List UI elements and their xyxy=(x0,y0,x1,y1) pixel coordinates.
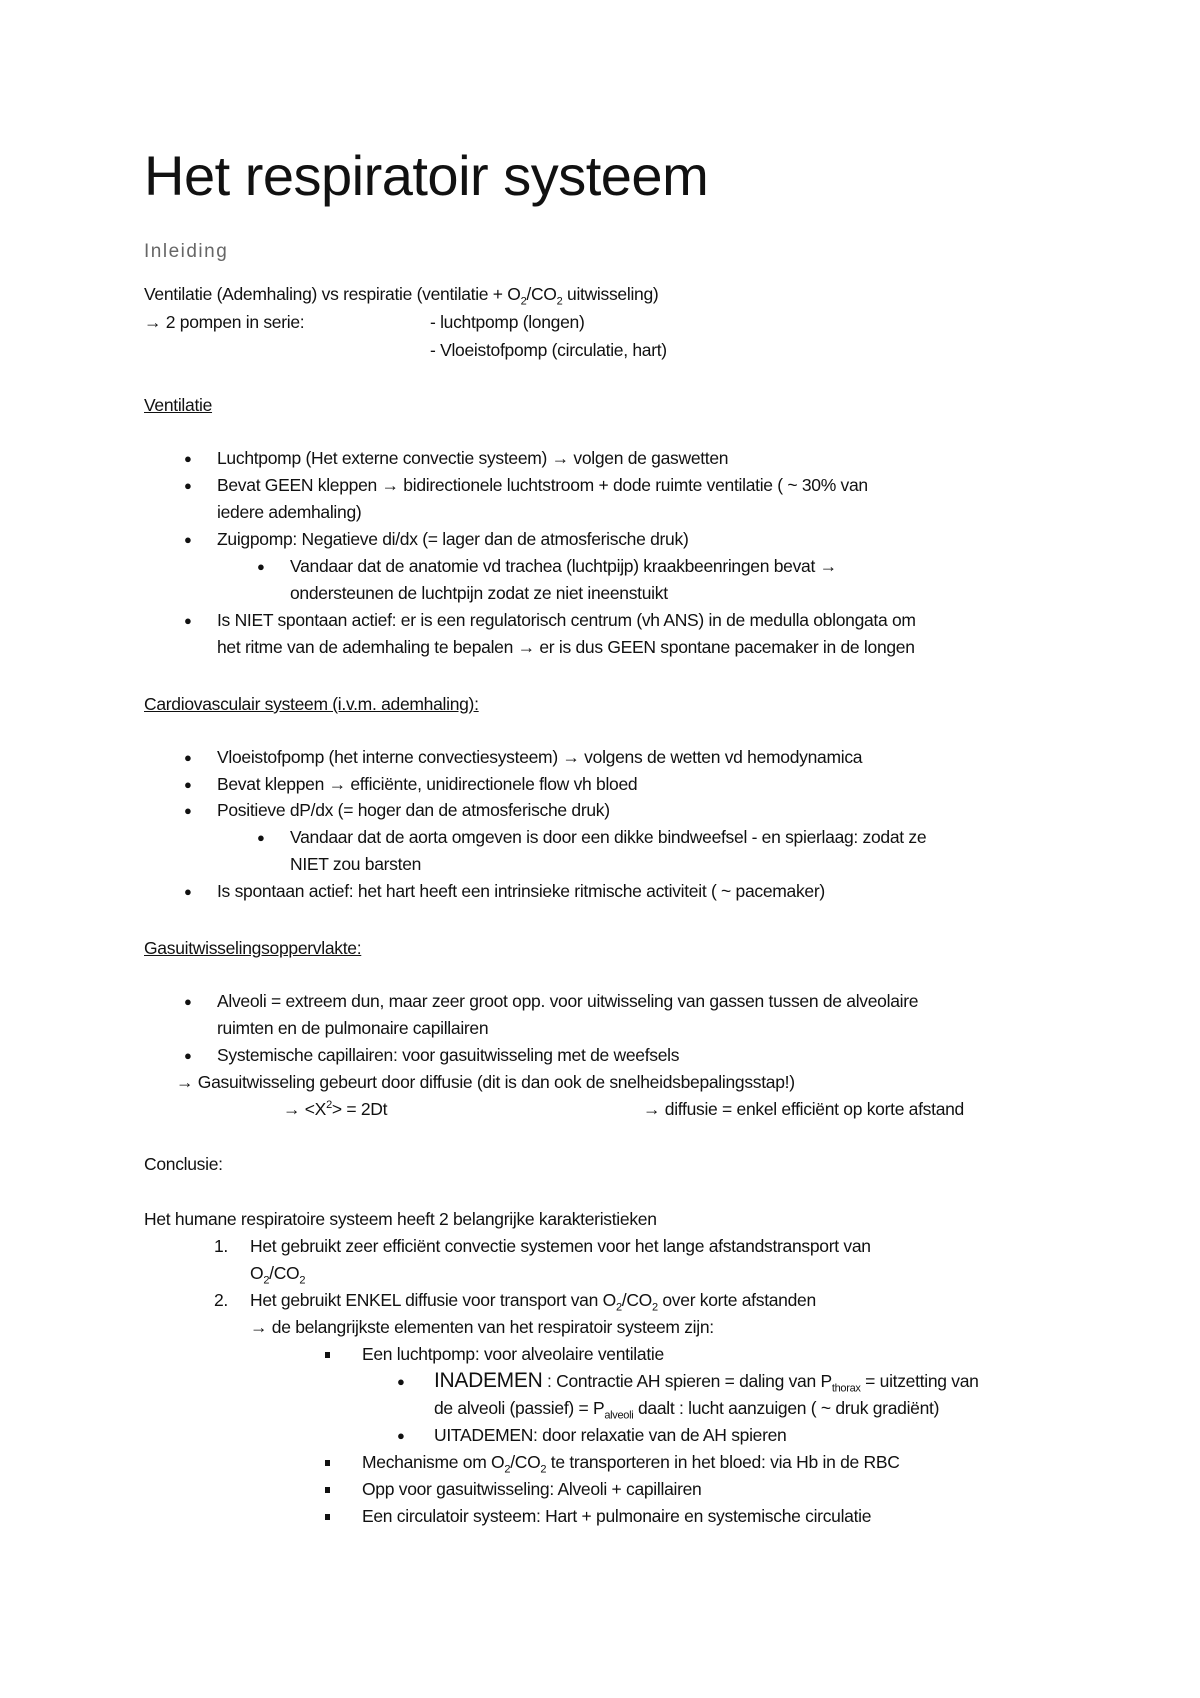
list-item-cont xyxy=(250,1263,305,1287)
formula xyxy=(283,1099,387,1120)
list-item: Luchtpomp (Het externe convectie systeem) → volgen de gaswetten xyxy=(217,448,729,468)
pump-item: - luchtpomp (longen) xyxy=(430,312,585,332)
text: over korte afstanden xyxy=(657,1290,816,1310)
subscript: 2 xyxy=(540,1463,547,1476)
list-item: Zuigpomp: Negatieve di/dx (= lager dan de atmosferische druk) xyxy=(217,529,689,549)
text: INADEMEN xyxy=(434,1369,543,1392)
bullet-icon: ● xyxy=(184,803,192,818)
bullet-icon: ● xyxy=(397,1428,405,1443)
list-item: Systemische capillairen: voor gasuitwisseling met de weefsels xyxy=(217,1045,680,1065)
list-item: Bevat GEEN kleppen → bidirectionele luchtstroom + dode ruimte ventilatie ( ~ 30% van xyxy=(217,475,868,495)
square-bullet-icon xyxy=(325,1352,330,1358)
text: de alveoli (passief) = P xyxy=(434,1398,605,1418)
subscript: 2 xyxy=(556,295,563,308)
text: O xyxy=(250,1263,264,1283)
list-item: Een circulatoir systeem: Hart + pulmonaire en systemische circulatie xyxy=(362,1506,872,1526)
text: uitwisseling) xyxy=(562,284,659,304)
text: daalt : lucht aanzuigen ( ~ druk gradiënt) xyxy=(633,1398,940,1418)
subscript: 2 xyxy=(504,1463,511,1476)
list-item-cont: NIET zou barsten xyxy=(290,854,422,874)
text: /CO xyxy=(510,1452,541,1472)
list-item xyxy=(250,1290,816,1314)
text: /CO xyxy=(269,1263,300,1283)
section-heading-cardio: Cardiovasculair systeem (i.v.m. ademhaling): xyxy=(144,694,479,714)
list-item: Is NIET spontaan actief: er is een regulatorisch centrum (vh ANS) in de medulla oblongata om xyxy=(217,610,916,630)
list-item: Het gebruikt zeer efficiënt convectie systemen voor het lange afstandstransport van xyxy=(250,1236,871,1256)
list-item: Vandaar dat de anatomie vd trachea (luchtpijp) kraakbeenringen bevat → xyxy=(290,556,837,576)
list-item-cont xyxy=(434,1398,939,1422)
list-item xyxy=(434,1369,979,1395)
list-item-cont: het ritme van de ademhaling te bepalen → er is dus GEEN spontane pacemaker in de longen xyxy=(217,637,915,657)
text: > = 2Dt xyxy=(331,1099,388,1119)
text: : Contractie AH spieren = daling van P xyxy=(542,1371,832,1391)
list-item: Vandaar dat de aorta omgeven is door een dikke bindweefsel - en spierlaag: zodat ze xyxy=(290,827,927,847)
formula-note: → diffusie = enkel efficiënt op korte afstand xyxy=(643,1099,964,1119)
list-item: UITADEMEN: door relaxatie van de AH spieren xyxy=(434,1425,787,1445)
subscript: 2 xyxy=(299,1274,306,1287)
square-bullet-icon xyxy=(325,1514,330,1520)
list-item: Is spontaan actief: het hart heeft een intrinsieke ritmische activiteit ( ~ pacemaker) xyxy=(217,881,825,901)
list-item: Positieve dP/dx (= hoger dan de atmosferische druk) xyxy=(217,800,610,820)
subscript: 2 xyxy=(615,1301,622,1314)
list-number: 2. xyxy=(214,1290,228,1310)
document-title: Het respiratoir systeem xyxy=(144,144,709,207)
list-item: Vloeistofpomp (het interne convectiesysteem) → volgens de wetten vd hemodynamica xyxy=(217,747,863,767)
text: Ventilatie (Ademhaling) vs respiratie (ventilatie + O xyxy=(144,284,521,304)
text: = uitzetting van xyxy=(860,1371,979,1391)
bullet-icon: ● xyxy=(184,478,192,493)
superscript: 2 xyxy=(326,1099,332,1112)
subheading-inleiding: Inleiding xyxy=(144,241,229,262)
list-item-cont: ondersteunen de luchtpijn zodat ze niet ineenstuikt xyxy=(290,583,668,603)
bullet-icon: ● xyxy=(184,750,192,765)
list-item: Bevat kleppen → efficiënte, unidirectionele flow vh bloed xyxy=(217,774,638,794)
bullet-icon: ● xyxy=(184,532,192,547)
list-item: Alveoli = extreem dun, maar zeer groot opp. voor uitwisseling van gassen tussen de alveolaire xyxy=(217,991,919,1011)
text: Het gebruikt ENKEL diffusie voor transport van O xyxy=(250,1290,616,1310)
list-item: Een luchtpomp: voor alveolaire ventilatie xyxy=(362,1344,664,1364)
subscript: 2 xyxy=(520,295,527,308)
bullet-icon: ● xyxy=(257,559,265,574)
list-number: 1. xyxy=(214,1236,228,1256)
bullet-icon: ● xyxy=(184,777,192,792)
bullet-icon: ● xyxy=(184,994,192,1009)
list-item-cont: → de belangrijkste elementen van het respiratoir systeem zijn: xyxy=(250,1317,714,1337)
subscript: 2 xyxy=(263,1274,270,1287)
subscript: alveoli xyxy=(604,1409,634,1422)
pump-item: - Vloeistofpomp (circulatie, hart) xyxy=(430,340,667,360)
subscript: 2 xyxy=(651,1301,658,1314)
bullet-icon: ● xyxy=(184,1048,192,1063)
list-item: Opp voor gasuitwisseling: Alveoli + capillairen xyxy=(362,1479,702,1499)
square-bullet-icon xyxy=(325,1460,330,1466)
bullet-icon: ● xyxy=(184,884,192,899)
section-heading-conclusie: Conclusie: xyxy=(144,1154,223,1174)
section-heading-ventilatie: Ventilatie xyxy=(144,395,213,415)
conclusie-intro: Het humane respiratoire systeem heeft 2 belangrijke karakteristieken xyxy=(144,1209,657,1229)
subscript: thorax xyxy=(831,1382,861,1395)
list-item xyxy=(362,1452,900,1476)
bullet-icon: ● xyxy=(184,451,192,466)
text: /CO xyxy=(526,284,557,304)
section-heading-gas: Gasuitwisselingsoppervlakte: xyxy=(144,938,362,958)
bullet-icon: ● xyxy=(257,830,265,845)
bullet-icon: ● xyxy=(184,613,192,628)
pumps-label: → 2 pompen in serie: xyxy=(144,312,305,332)
list-item-cont: iedere ademhaling) xyxy=(217,502,362,522)
intro-line xyxy=(144,284,658,308)
text: → <X xyxy=(283,1099,327,1119)
bullet-icon: ● xyxy=(397,1374,405,1389)
list-item-cont: ruimten en de pulmonaire capillairen xyxy=(217,1018,489,1038)
text: Mechanisme om O xyxy=(362,1452,505,1472)
arrow-line: → Gasuitwisseling gebeurt door diffusie (dit is dan ook de snelheidsbepalingsstap!) xyxy=(176,1072,795,1092)
square-bullet-icon xyxy=(325,1487,330,1493)
text: /CO xyxy=(621,1290,652,1310)
text: te transporteren in het bloed: via Hb in de RBC xyxy=(546,1452,900,1472)
